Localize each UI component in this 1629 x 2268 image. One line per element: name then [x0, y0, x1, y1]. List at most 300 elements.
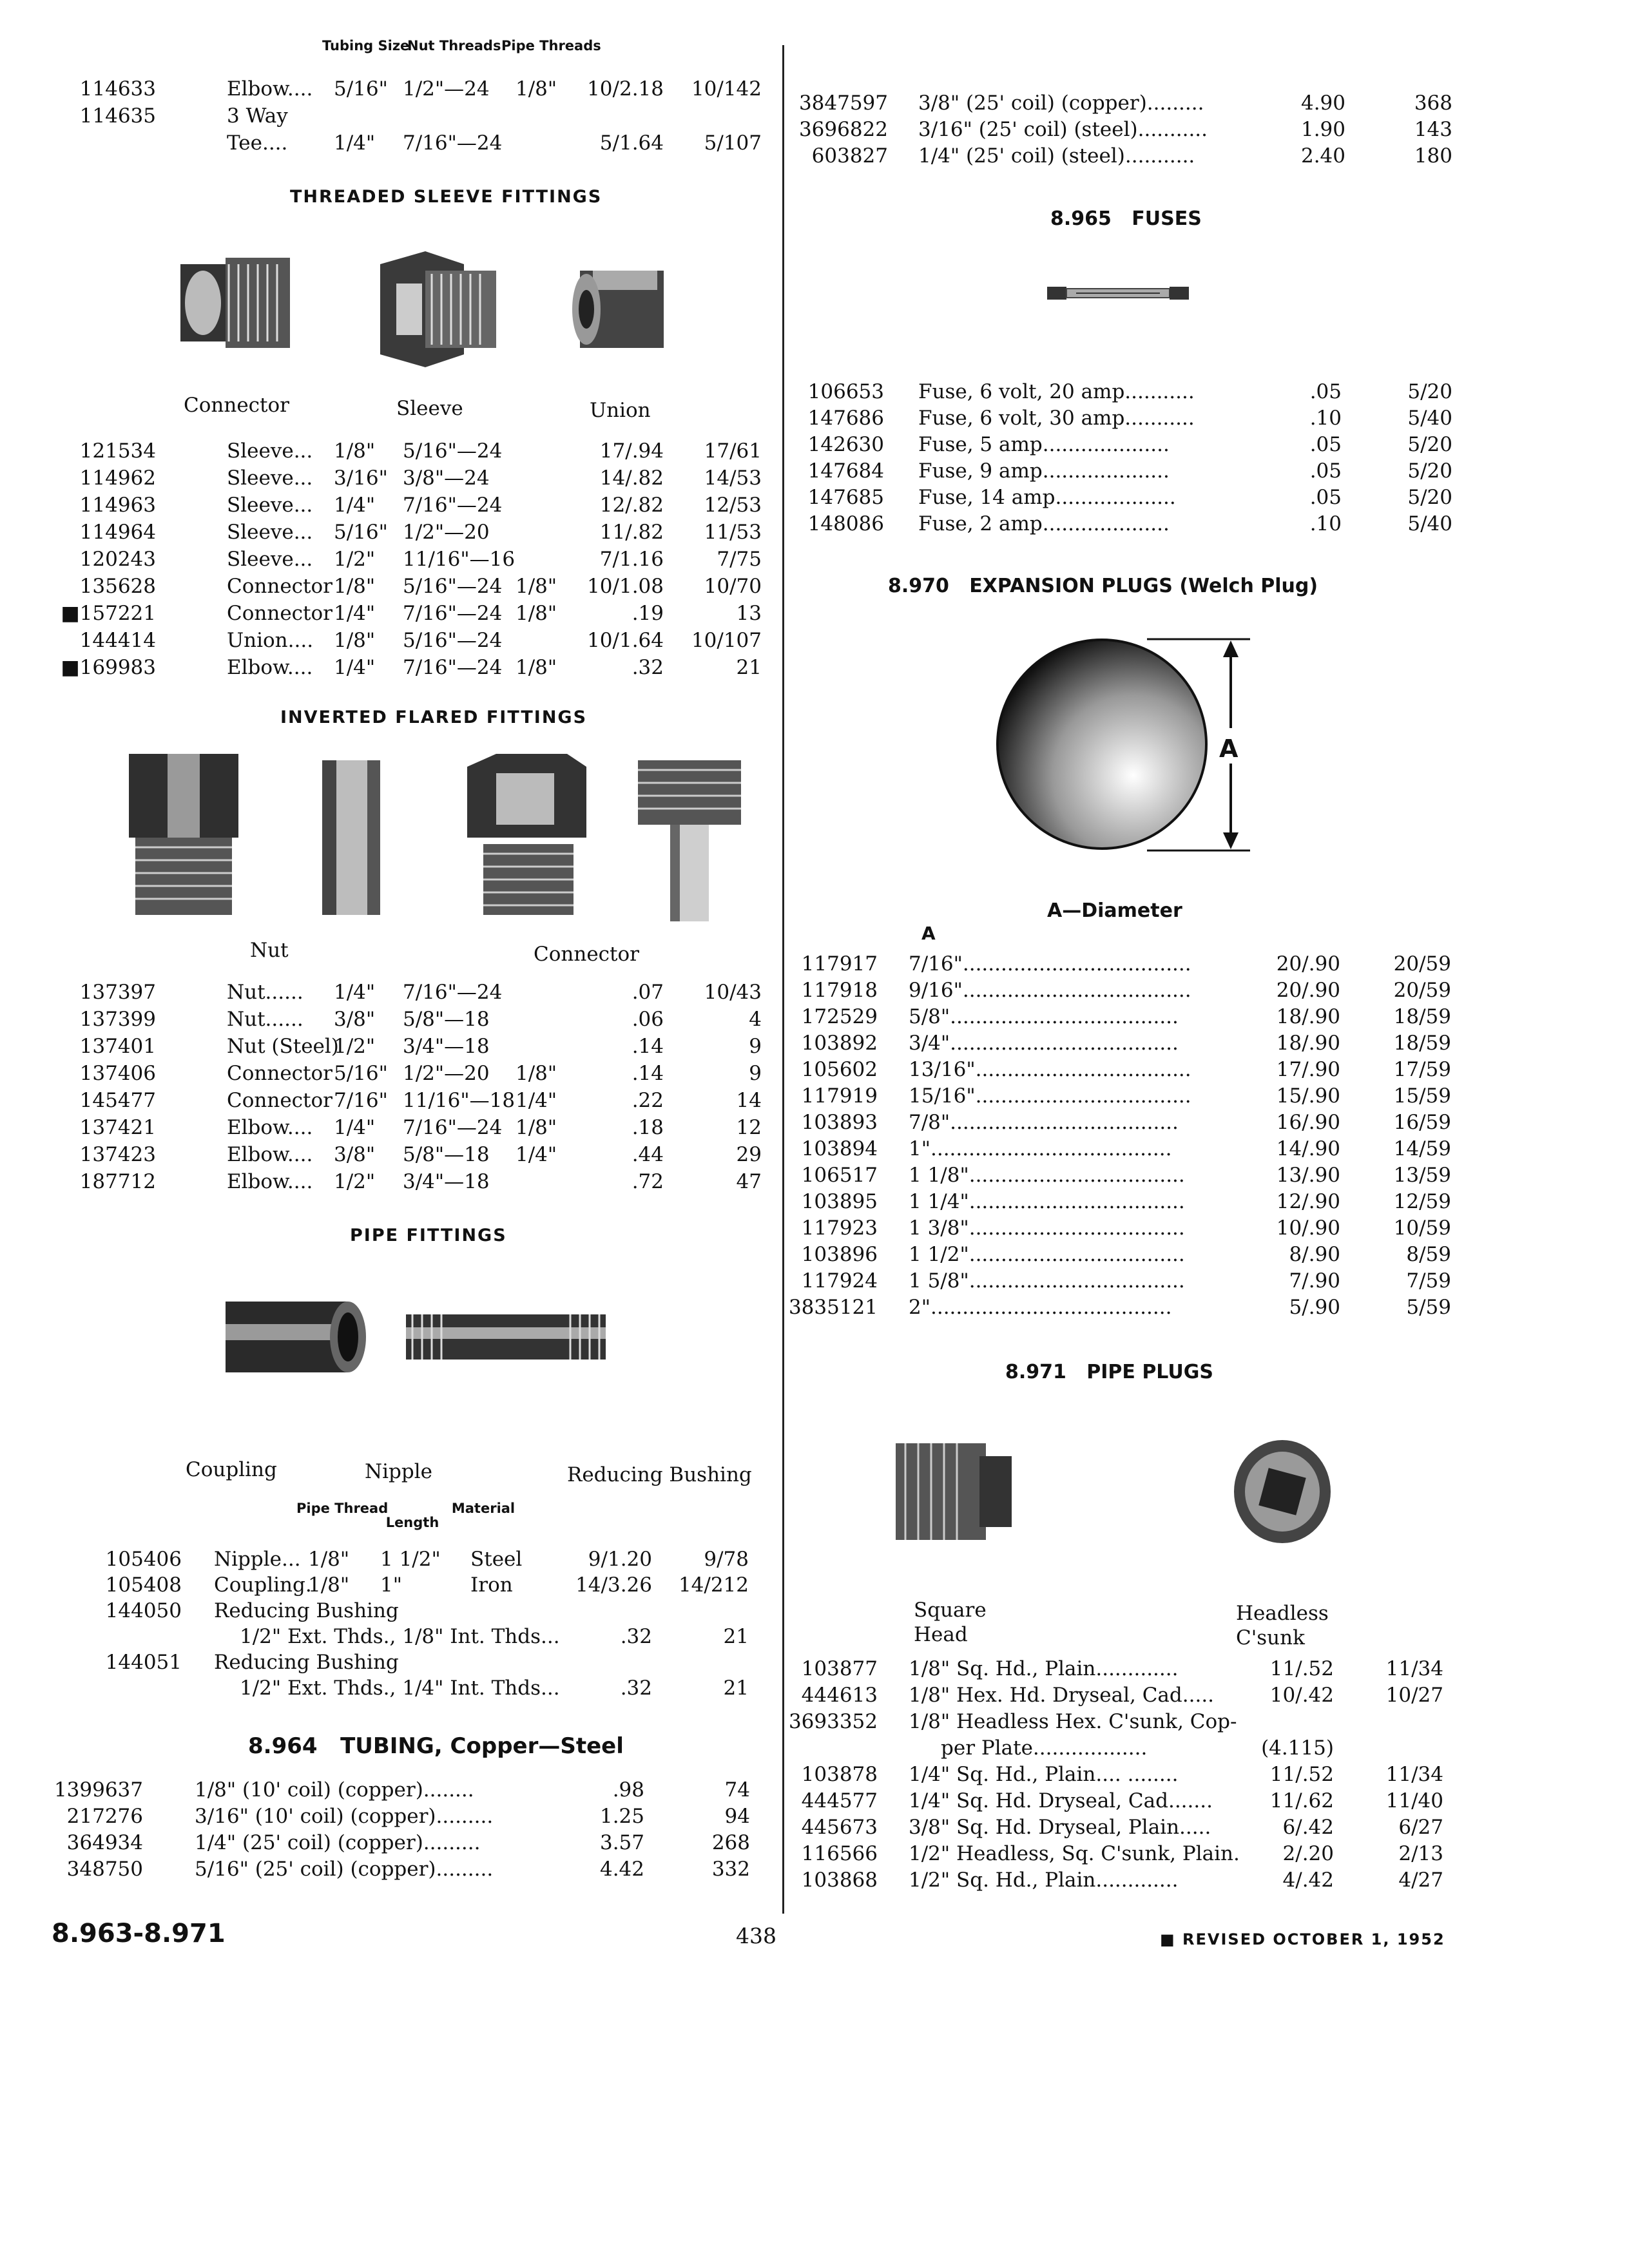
cell-desc: 1"...................................... [909, 1137, 1172, 1160]
cell-p1: 18/.90 [1276, 1032, 1340, 1055]
cell-size: 1/4" [334, 602, 376, 625]
cell-pipe: 1/8" [516, 77, 557, 101]
cell-size: 1/4" [334, 1116, 376, 1139]
cell-p1: (4.115) [1261, 1736, 1334, 1760]
table-row [0, 130, 799, 156]
table-row [786, 1242, 1585, 1267]
table-row [0, 1777, 799, 1803]
table-row [786, 1841, 1585, 1867]
cell-desc: Sleeve... [227, 439, 313, 463]
table-row [786, 1294, 1585, 1320]
cell-part: 106653 [807, 380, 884, 403]
cell-size: 5/16" [334, 1062, 388, 1085]
cell-p2: 11/40 [1385, 1789, 1443, 1812]
table-row [786, 1814, 1585, 1840]
cell-part: 117918 [801, 979, 878, 1002]
cell-desc: Elbow.... [227, 77, 313, 101]
table-row [786, 485, 1585, 510]
cell-desc: 1/8" Hex. Hd. Dryseal, Cad..... [909, 1684, 1215, 1707]
table-row [0, 1675, 799, 1701]
cell-p1: 11/.62 [1269, 1789, 1334, 1812]
section-number-pipe-plugs: 8.971 [1005, 1361, 1066, 1383]
section-name-pipe-plugs: PIPE PLUGS [1086, 1361, 1213, 1383]
cell-desc: Nut...... [227, 981, 304, 1004]
table-row [786, 143, 1585, 169]
cell-p2: 5/40 [1407, 512, 1452, 535]
cell-desc: Nut...... [227, 1008, 304, 1031]
table-row [786, 1215, 1585, 1241]
cell-size: 5/16" [334, 77, 388, 101]
cell-desc: 7/16".................................... [909, 952, 1191, 975]
cell-size: 3/16" [334, 466, 388, 490]
label-headless-csunk: Headless C'sunk [1236, 1602, 1329, 1649]
cell-part: 187712 [79, 1170, 156, 1193]
cell-p2: 13 [736, 602, 762, 625]
section-name-fuses: FUSES [1132, 207, 1202, 230]
cell-thread: 11/16"—18 [403, 1089, 516, 1112]
cell-desc: 1/2" Ext. Thds., 1/8" Int. Thds... [240, 1625, 560, 1648]
cell-p2: 12/59 [1393, 1190, 1451, 1213]
cell-p2: 94 [724, 1805, 750, 1828]
cell-p2: 9 [749, 1062, 762, 1085]
cell-desc: 1/4" (25' coil) (steel)........... [918, 144, 1195, 168]
cell-size: 3/8" [334, 1008, 376, 1031]
section-title-tubing [248, 1733, 624, 1759]
cell-part: 137421 [79, 1116, 156, 1139]
section-title-expansion-plugs [888, 575, 1318, 597]
inverted-flared-illustrations [116, 747, 760, 934]
cell-size: 1/4" [334, 656, 376, 679]
cell-desc: Coupling. [214, 1573, 312, 1597]
cell-thread: 3/4"—18 [403, 1170, 490, 1193]
table-row [0, 1169, 799, 1195]
cell-part: 117919 [801, 1084, 878, 1108]
cell-part: 105408 [105, 1573, 182, 1597]
cell-desc: 15/16".................................. [909, 1084, 1191, 1108]
cell-p2: 9 [749, 1035, 762, 1058]
cell-desc: Connector [227, 602, 333, 625]
label-coupling: Coupling [186, 1458, 277, 1481]
cell-size: 1/8" [308, 1573, 350, 1597]
sleeve-illustration [380, 251, 496, 367]
cell-p2: 5/20 [1407, 380, 1452, 403]
cell-part: 137401 [79, 1035, 156, 1058]
table-row [786, 1162, 1585, 1188]
cell-p1: 14/.90 [1276, 1137, 1340, 1160]
cell-desc: 3/16" (25' coil) (steel)........... [918, 118, 1208, 141]
cell-p2: 11/53 [704, 521, 762, 544]
cell-p2: 14/59 [1393, 1137, 1451, 1160]
cell-desc: Elbow.... [227, 1143, 313, 1166]
cell-desc: Fuse, 6 volt, 30 amp........... [918, 407, 1195, 430]
cell-p1: 1.90 [1300, 118, 1345, 141]
table-row [0, 1088, 799, 1113]
cell-desc: 1/8" Headless Hex. C'sunk, Cop- [909, 1710, 1237, 1733]
cell-p2: 332 [711, 1858, 750, 1881]
cell-part: 3693352 [788, 1710, 878, 1733]
table-row [786, 1268, 1585, 1294]
cell-part: 114635 [79, 104, 156, 128]
cell-size: 1/2" [334, 1170, 376, 1193]
cell-desc: 5/8".................................... [909, 1005, 1179, 1028]
cell-p2: 47 [736, 1170, 762, 1193]
table-row [786, 511, 1585, 537]
cell-desc: 3/16" (10' coil) (copper)......... [195, 1805, 494, 1828]
table-row [0, 465, 799, 491]
cell-part: 103896 [801, 1243, 878, 1266]
cell-part: 135628 [79, 575, 156, 598]
cell-size: 5/16" [334, 521, 388, 544]
cell-desc: 9/16".................................... [909, 979, 1191, 1002]
cell-desc: 1/2" Ext. Thds., 1/4" Int. Thds... [240, 1677, 560, 1700]
cell-desc: 7/8".................................... [909, 1111, 1179, 1134]
table-row [0, 519, 799, 545]
table-row [786, 1030, 1585, 1056]
cell-p1: 14/.82 [599, 466, 664, 490]
cell-part: 114962 [79, 466, 156, 490]
table-row [786, 379, 1585, 405]
cell-thread: 11/16"—16 [403, 548, 516, 571]
cell-size: 1/2" [334, 548, 376, 571]
cell-part: 121534 [79, 439, 156, 463]
cell-desc: Reducing Bushing [214, 1599, 399, 1622]
cell-thread: 5/16"—24 [403, 575, 503, 598]
footer-page-number: 438 [736, 1923, 776, 1948]
cell-part: 3696822 [798, 118, 888, 141]
cell-part: 105602 [801, 1058, 878, 1081]
cell-desc: 1 5/8".................................. [909, 1269, 1185, 1293]
table-row [0, 76, 799, 102]
table-row [0, 492, 799, 518]
cell-part: 137397 [79, 981, 156, 1004]
cell-p2: 12/53 [704, 494, 762, 517]
cell-p2: 10/107 [691, 629, 762, 652]
table-row [0, 573, 799, 599]
cell-part: 147684 [807, 459, 884, 483]
table-row [786, 1004, 1585, 1030]
table-row [786, 1762, 1585, 1787]
cell-part: 103895 [801, 1190, 878, 1213]
cell-desc: Connector [227, 1062, 333, 1085]
cell-p1: 1.25 [599, 1805, 644, 1828]
cell-p1: 4.90 [1300, 91, 1345, 115]
cell-p1: 11/.52 [1269, 1763, 1334, 1786]
section-title-inverted-flared: INVERTED FLARED FITTINGS [280, 707, 588, 727]
col-header-pipe-thread: Pipe Thread [296, 1501, 389, 1516]
cell-p1: 10/1.64 [587, 629, 664, 652]
cell-desc: Fuse, 14 amp................... [918, 486, 1176, 509]
cell-thread: 5/8"—18 [403, 1008, 490, 1031]
cell-desc: 1 1/2".................................. [909, 1243, 1185, 1266]
cell-part: 103892 [801, 1032, 878, 1055]
label-connector-flared: Connector [534, 943, 639, 966]
coupling-illustration [226, 1302, 366, 1372]
table-row [0, 1006, 799, 1032]
cell-p2: 10/27 [1385, 1684, 1443, 1707]
cell-p1: 9/1.20 [588, 1548, 652, 1571]
cell-part: 103877 [801, 1657, 878, 1680]
cell-p1: 3.57 [599, 1831, 644, 1854]
cell-part: ■157221 [61, 602, 156, 625]
cell-p1: .44 [631, 1143, 664, 1166]
cell-part: 172529 [801, 1005, 878, 1028]
cell-p1: 7/1.16 [599, 548, 664, 571]
cell-part: 445673 [801, 1816, 878, 1839]
threaded-sleeve-illustrations [168, 245, 696, 374]
cell-p1: .98 [612, 1778, 644, 1802]
cell-thread: 5/16"—24 [403, 439, 503, 463]
cell-p1: .05 [1309, 486, 1342, 509]
cell-p2: 5/59 [1406, 1296, 1451, 1319]
cell-desc: 1 1/8".................................. [909, 1164, 1185, 1187]
table-row [786, 458, 1585, 484]
table-row [786, 951, 1585, 977]
cell-p1: 10/1.08 [587, 575, 664, 598]
cell-part: 3847597 [798, 91, 888, 115]
cell-size: 1/4" [334, 131, 376, 155]
cell-p1: .19 [631, 602, 664, 625]
table-row [0, 1830, 799, 1856]
cell-p2: 5/20 [1407, 459, 1452, 483]
table-row [0, 1061, 799, 1086]
cell-p2: 7/59 [1406, 1269, 1451, 1293]
cell-p2: 16/59 [1393, 1111, 1451, 1134]
label-nipple: Nipple [365, 1460, 432, 1483]
cell-p2: 14/53 [704, 466, 762, 490]
cell-desc: Connector [227, 575, 333, 598]
cell-p2: 74 [724, 1778, 750, 1802]
cell-p1: .32 [620, 1677, 652, 1700]
cell-desc: Elbow.... [227, 656, 313, 679]
cell-part: 148086 [807, 512, 884, 535]
table-row [786, 977, 1585, 1003]
cell-p2: 268 [711, 1831, 750, 1854]
cell-p1: 20/.90 [1276, 952, 1340, 975]
cell-part: 3835121 [788, 1296, 878, 1319]
cell-desc: 2"...................................... [909, 1296, 1172, 1319]
cell-p1: .72 [631, 1170, 664, 1193]
table-row [0, 655, 799, 680]
cell-p2: 143 [1414, 118, 1452, 141]
label-nut: Nut [250, 939, 289, 962]
cell-desc: Sleeve... [227, 466, 313, 490]
cell-p2: 15/59 [1393, 1084, 1451, 1108]
section-number-fuses: 8.965 [1050, 207, 1112, 230]
cell-size: 1/8" [334, 629, 376, 652]
cell-desc: Connector [227, 1089, 333, 1112]
cell-thread: 7/16"—24 [403, 1116, 503, 1139]
cell-p1: .07 [631, 981, 664, 1004]
cell-desc: 1/2" Headless, Sq. C'sunk, Plain. [909, 1842, 1240, 1865]
cell-part: 444613 [801, 1684, 878, 1707]
cell-p1: .05 [1309, 459, 1342, 483]
cell-p1: .05 [1309, 380, 1342, 403]
table-row [786, 1788, 1585, 1814]
cell-part: 114633 [79, 77, 156, 101]
section-title-threaded-sleeve: THREADED SLEEVE FITTINGS [290, 187, 602, 207]
label-connector: Connector [184, 394, 289, 417]
cell-part: 103868 [801, 1869, 878, 1892]
cell-desc: 1/4" Sq. Hd. Dryseal, Cad....... [909, 1789, 1213, 1812]
cell-p1: 14/3.26 [575, 1573, 652, 1597]
table-row [786, 117, 1585, 142]
cell-desc: 3/4".................................... [909, 1032, 1179, 1055]
cell-thread: 7/16"—24 [403, 131, 503, 155]
connector-illustration [180, 258, 290, 348]
headless-csunk-plug-illustration [1234, 1440, 1331, 1543]
section-name-tubing: TUBING, Copper—Steel [340, 1733, 624, 1759]
table-row [0, 601, 799, 626]
label-square-head: Square Head [914, 1599, 987, 1646]
cell-p2: 17/59 [1393, 1058, 1451, 1081]
cell-desc: Fuse, 2 amp.................... [918, 512, 1170, 535]
table-row [786, 1083, 1585, 1109]
cell-p1: 18/.90 [1276, 1005, 1340, 1028]
section-number-expansion: 8.970 [888, 575, 949, 597]
cell-p1: 10/2.18 [587, 77, 664, 101]
cell-p1: .32 [631, 656, 664, 679]
cell-p2: 5/40 [1407, 407, 1452, 430]
cell-p1: 2.40 [1300, 144, 1345, 168]
footer-section-range: 8.963-8.971 [52, 1919, 226, 1948]
table-row [786, 1136, 1585, 1162]
cell-p2: 11/34 [1385, 1657, 1443, 1680]
cell-p1: 17/.90 [1276, 1058, 1340, 1081]
table-row [0, 1142, 799, 1168]
cell-p1: 4.42 [599, 1858, 644, 1881]
cell-desc: 1 3/8".................................. [909, 1216, 1185, 1240]
cell-desc: 1/2" Sq. Hd., Plain............. [909, 1869, 1179, 1892]
cell-pipe: 1/8" [516, 1062, 557, 1085]
cell-p2: 18/59 [1393, 1005, 1451, 1028]
cell-p1: 5/.90 [1289, 1296, 1340, 1319]
col-header-material: Material [451, 1501, 516, 1516]
cell-p1: 12/.90 [1276, 1190, 1340, 1213]
cell-p2: 29 [736, 1143, 762, 1166]
union-illustration [572, 271, 664, 348]
cell-part: 147685 [807, 486, 884, 509]
section-title-fuses [1050, 207, 1202, 230]
cell-p1: 2/.20 [1282, 1842, 1334, 1865]
table-row [786, 1735, 1585, 1761]
section-title-pipe-plugs [1005, 1361, 1213, 1383]
cell-thread: 1/2"—20 [403, 1062, 490, 1085]
cell-part: 348750 [66, 1858, 143, 1881]
col-header-length: Length [385, 1515, 439, 1530]
cell-p2: 4/27 [1398, 1869, 1443, 1892]
cell-part: 137399 [79, 1008, 156, 1031]
cell-p1: 8/.90 [1289, 1243, 1340, 1266]
cell-thread: 5/8"—18 [403, 1143, 490, 1166]
cell-part: 103878 [801, 1763, 878, 1786]
table-row [0, 979, 799, 1005]
cell-p2: 21 [723, 1677, 749, 1700]
label-sleeve: Sleeve [396, 397, 463, 420]
cell-p1: 10/.90 [1276, 1216, 1340, 1240]
cell-p2: 18/59 [1393, 1032, 1451, 1055]
cell-p1: 5/1.64 [599, 131, 664, 155]
cell-part: 142630 [807, 433, 884, 456]
cell-desc: Tee.... [227, 131, 288, 155]
cell-part: ■169983 [61, 656, 156, 679]
cell-p1: .05 [1309, 433, 1342, 456]
cell-p1: .32 [620, 1625, 652, 1648]
cell-p2: 368 [1414, 91, 1452, 115]
cell-p2: 21 [723, 1625, 749, 1648]
cell-part: 217276 [66, 1805, 143, 1828]
cell-thread: 7/16"—24 [403, 494, 503, 517]
cell-thread: 7/16"—24 [403, 981, 503, 1004]
cell-thread: 1 1/2" [380, 1548, 441, 1571]
table-row [786, 432, 1585, 457]
cell-desc: Nipple... [214, 1548, 301, 1571]
tube-sleeve-illustration [322, 760, 380, 915]
nut-illustration [129, 754, 238, 915]
section-title-pipe-fittings: PIPE FITTINGS [350, 1225, 507, 1245]
cell-part: 117924 [801, 1269, 878, 1293]
cell-p1: 12/.82 [599, 494, 664, 517]
cell-p1: 4/.42 [1282, 1869, 1334, 1892]
square-head-plug-illustration [896, 1443, 1012, 1540]
cell-p2: 21 [736, 656, 762, 679]
cell-size: 1/8" [308, 1548, 350, 1571]
cell-size: 7/16" [334, 1089, 388, 1112]
cell-part: 137423 [79, 1143, 156, 1166]
expansion-plug-diagram [986, 631, 1295, 863]
fuse-illustration [1044, 277, 1199, 309]
pipe-plugs-illustrations [883, 1430, 1353, 1553]
cell-p2: 10/70 [704, 575, 762, 598]
cell-desc: Fuse, 6 volt, 20 amp........... [918, 380, 1195, 403]
cell-p2: 6/27 [1398, 1816, 1443, 1839]
cell-part: 144414 [79, 629, 156, 652]
cell-thread: 7/16"—24 [403, 656, 503, 679]
cell-size: 1/4" [334, 494, 376, 517]
cell-desc: 1/8" (10' coil) (copper)........ [195, 1778, 474, 1802]
col-header-tubing-size: Tubing Size [322, 38, 410, 53]
cell-part: 147686 [807, 407, 884, 430]
cell-p2: 14 [736, 1089, 762, 1112]
col-header-pipe-threads: Pipe Threads [501, 38, 601, 53]
cell-p1: .18 [631, 1116, 664, 1139]
cell-part: 444577 [801, 1789, 878, 1812]
table-row [786, 1189, 1585, 1215]
cell-pipe: 1/4" [516, 1089, 557, 1112]
table-row [786, 1110, 1585, 1135]
cell-p1: 11/.82 [599, 521, 664, 544]
cell-desc: 3/8" Sq. Hd. Dryseal, Plain..... [909, 1816, 1211, 1839]
cell-p2: 9/78 [704, 1548, 749, 1571]
cell-desc: 13/16".................................. [909, 1058, 1191, 1081]
cell-p2: 20/59 [1393, 979, 1451, 1002]
cell-p2: 10/59 [1393, 1216, 1451, 1240]
table-row [786, 1682, 1585, 1708]
cell-pipe: Iron [470, 1573, 513, 1597]
cell-desc: Sleeve... [227, 521, 313, 544]
table-row [786, 1709, 1585, 1735]
footer-revised-note: ■ REVISED OCTOBER 1, 1952 [1160, 1930, 1445, 1948]
cell-desc: Fuse, 9 amp.................... [918, 459, 1170, 483]
table-row [786, 1656, 1585, 1682]
cell-part: 103893 [801, 1111, 878, 1134]
table-row [0, 1546, 799, 1572]
cell-thread: 7/16"—24 [403, 602, 503, 625]
cell-desc: 1/4" (25' coil) (copper)......... [195, 1831, 481, 1854]
cell-size: 1/8" [334, 575, 376, 598]
cell-p1: .22 [631, 1089, 664, 1112]
cell-p1: 11/.52 [1269, 1657, 1334, 1680]
cell-part: 145477 [79, 1089, 156, 1112]
